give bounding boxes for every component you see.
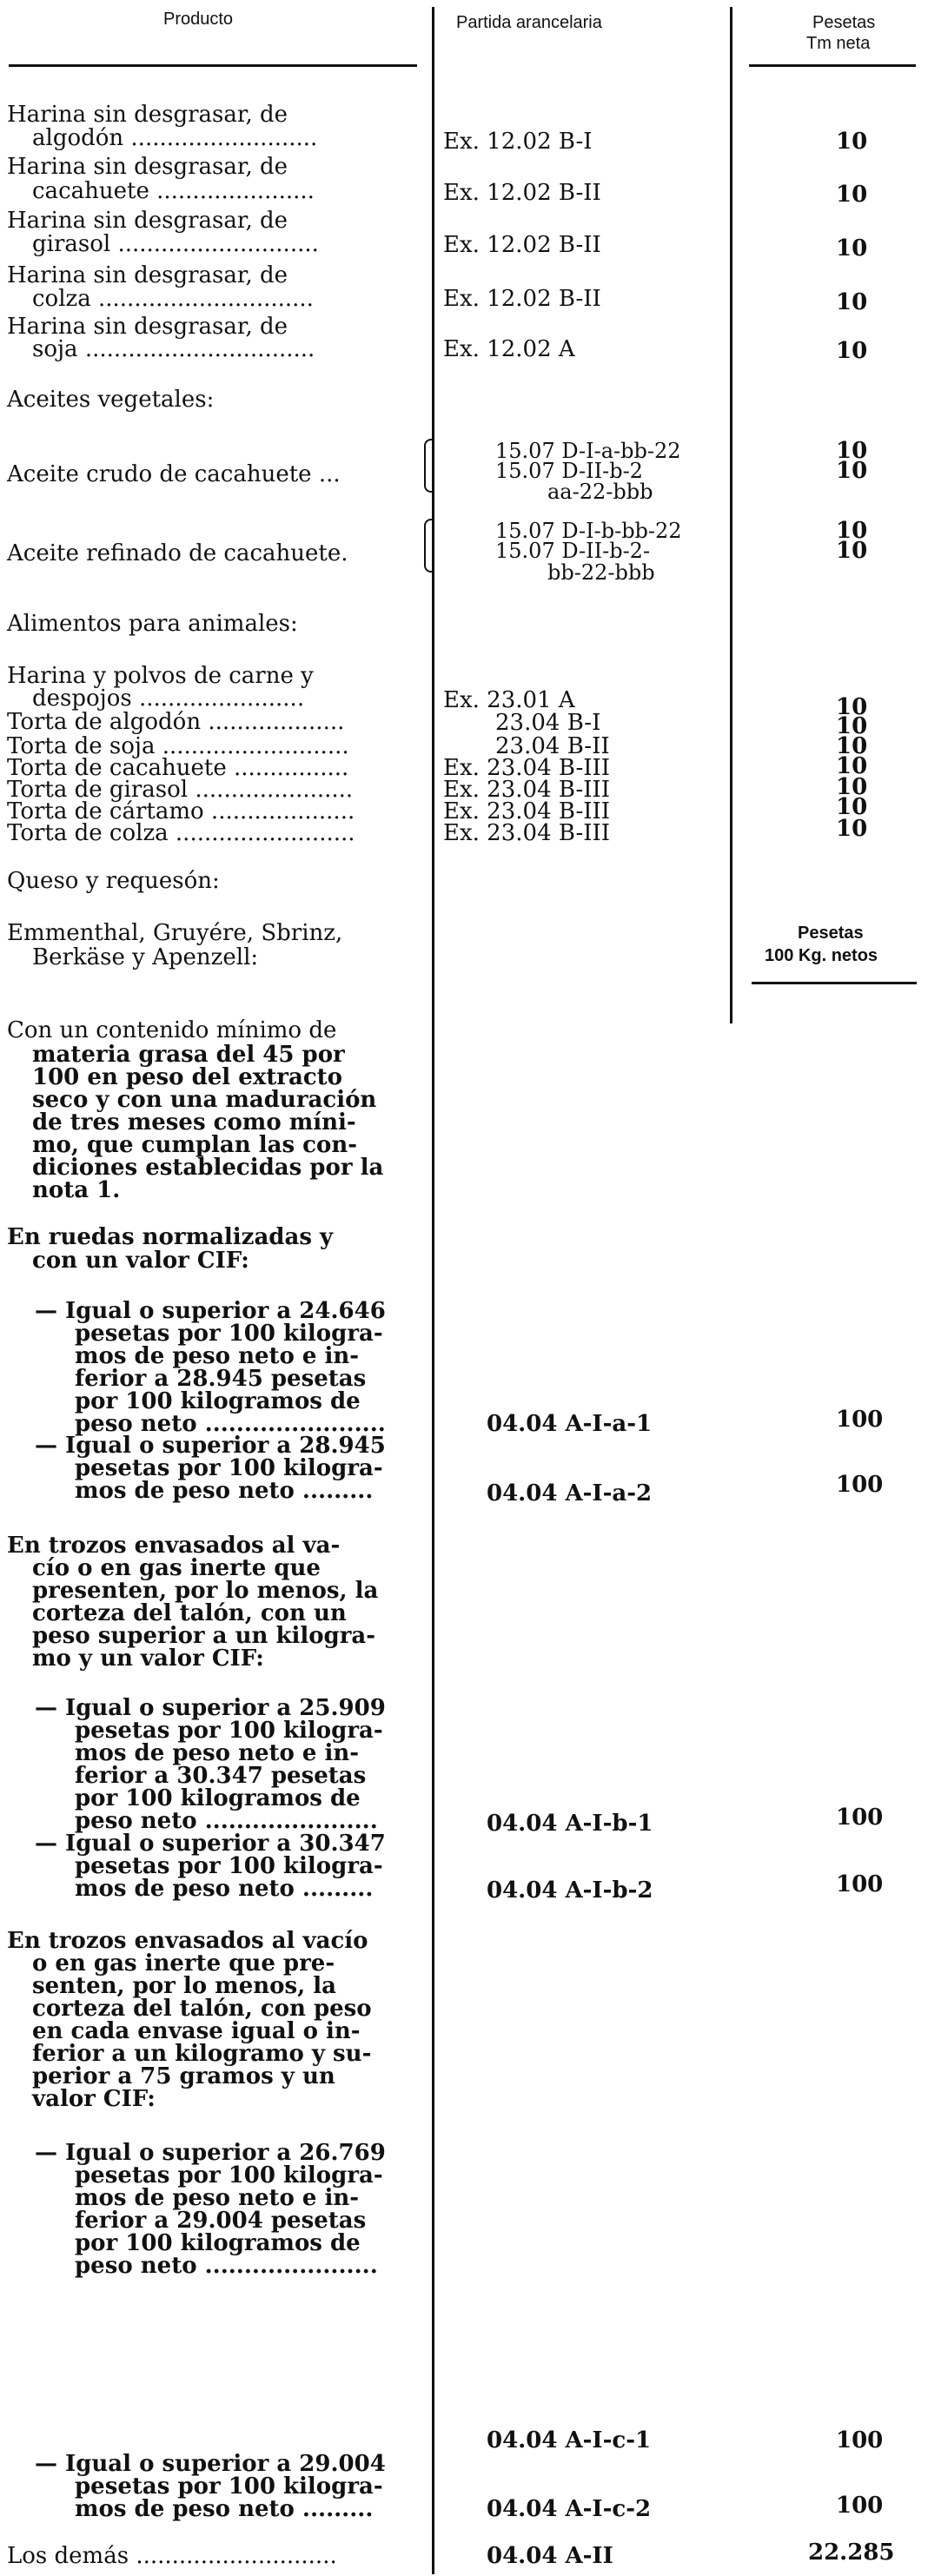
text-line: peso superior a un kilogra- (32, 1623, 376, 1649)
text-line: mo y un valor CIF: (32, 1646, 264, 1672)
text-line: En ruedas normalizadas y (7, 1224, 334, 1250)
text-line: pesetas por 100 kilogra- (75, 2162, 383, 2189)
text-line: en cada envase igual o in- (32, 2018, 361, 2044)
value: 10 (836, 816, 868, 842)
text-line: mos de peso neto e in- (75, 1343, 360, 1369)
text-line: Harina sin desgrasar, de (7, 102, 288, 128)
text-line: Torta de girasol ...................... (7, 777, 354, 803)
text-line: con un valor CIF: (32, 1248, 249, 1274)
tariff-code: 15.07 D-I-b-bb-22 (495, 519, 682, 543)
tariff-code-cont: aa-22-bbb (547, 480, 653, 504)
text-line: algodón .......................... (32, 125, 318, 151)
value: 10 (836, 518, 868, 544)
text-line: de tres meses como míni- (32, 1109, 356, 1136)
value: 22.285 (808, 2540, 895, 2566)
tariff-code: Ex. 12.02 A (443, 336, 575, 362)
col-header-pesetas: Pesetas (812, 13, 876, 32)
value: 10 (836, 182, 868, 208)
text-line: En trozos envasados al va- (7, 1533, 341, 1559)
value: 100 (836, 2427, 884, 2453)
value: 10 (836, 694, 868, 720)
text-line: — Igual o superior a 25.909 (35, 1695, 386, 1721)
value: 100 (836, 1472, 884, 1498)
text-line: mos de peso neto ......... (75, 1478, 374, 1504)
text-line: Torta de soja .......................... (7, 733, 349, 759)
tariff-code: 15.07 D-I-a-bb-22 (495, 439, 681, 463)
tariff-code-cont: bb-22-bbb (547, 560, 655, 585)
value: 100 (836, 1871, 884, 1897)
tariff-code: Ex. 12.02 B-II (443, 180, 601, 206)
col-header-producto: Producto (163, 10, 234, 29)
tariff-code: Ex. 23.04 B-III (443, 798, 611, 824)
text-line: peso neto ...................... (75, 2253, 378, 2279)
text-line: — Igual o superior a 26.769 (35, 2140, 386, 2166)
value: 10 (836, 289, 868, 315)
value: 100 (836, 1805, 884, 1831)
tariff-code: 04.04 A-I-c-1 (487, 2427, 652, 2453)
tariff-code: Ex. 12.02 B-II (443, 232, 601, 258)
value: 100 (836, 1407, 884, 1433)
text-line: ferior a 28.945 pesetas (75, 1366, 367, 1392)
value: 10 (836, 458, 868, 484)
col-header-partida: Partida arancelaria (456, 13, 602, 32)
text-line: presenten, por lo menos, la (32, 1578, 379, 1604)
text-line: Con un contenido mínimo de (7, 1017, 337, 1043)
column-divider-left (432, 7, 434, 2574)
text-line: Harina sin desgrasar, de (7, 314, 288, 340)
tariff-code: 04.04 A-I-c-2 (487, 2496, 652, 2522)
text-line: Aceite crudo de cacahuete ... (7, 461, 341, 487)
tariff-code: 23.04 B-II (495, 733, 610, 759)
text-line: ferior a 30.347 pesetas (75, 1763, 367, 1789)
unit-header-kg: 100 Kg. netos (765, 946, 878, 965)
value: 10 (836, 733, 868, 759)
text-line: materia grasa del 45 por (32, 1042, 345, 1068)
text-line: pesetas por 100 kilogra- (75, 1455, 383, 1481)
text-line: cacahuete ...................... (32, 178, 315, 204)
text-line: ferior a 29.004 pesetas (75, 2208, 367, 2234)
tariff-code: 15.07 D-II-b-2 (495, 459, 643, 483)
text-line: despojos ....................... (32, 685, 305, 712)
value: 10 (836, 753, 868, 779)
text-line: ferior a un kilogramo y su- (32, 2041, 372, 2067)
value: 10 (836, 774, 868, 800)
text-line: pesetas por 100 kilogra- (75, 1853, 383, 1879)
tariff-code: 04.04 A-II (487, 2543, 613, 2569)
tariff-code: Ex. 23.04 B-III (443, 755, 611, 781)
text-line: perior a 75 gramos y un (32, 2063, 335, 2089)
value: 10 (836, 794, 868, 820)
text-line: Harina sin desgrasar, de (7, 208, 288, 234)
text-line: — Igual o superior a 29.004 (35, 2451, 386, 2477)
tariff-code: Ex. 23.04 B-III (443, 820, 611, 846)
brace (424, 439, 433, 493)
text-line: pesetas por 100 kilogra- (75, 1321, 383, 1347)
text-line: pesetas por 100 kilogra- (75, 2473, 383, 2500)
text-line: mos de peso neto ......... (75, 2496, 374, 2522)
text-line: Torta de algodón ................... (7, 709, 345, 735)
tariff-code: 04.04 A-I-a-2 (487, 1480, 653, 1507)
text-line: Harina y polvos de carne y (7, 663, 314, 689)
text-line: — Igual o superior a 28.945 (35, 1433, 386, 1459)
tariff-code: Ex. 23.01 A (443, 687, 575, 713)
text-line: corteza del talón, con un (32, 1600, 347, 1626)
tariff-code: 04.04 A-I-b-2 (487, 1877, 653, 1904)
col-header-unit: Tm neta (806, 34, 871, 53)
tariff-code: 23.04 B-I (495, 710, 601, 736)
column-divider-right (730, 7, 732, 1023)
text-line: Harina sin desgrasar, de (7, 154, 288, 180)
text-line: 100 en peso del extracto (32, 1064, 343, 1090)
text-line: por 100 kilogramos de (75, 2230, 361, 2256)
text-line: Torta de cártamo .................... (7, 798, 355, 824)
text-line: cío o en gas inerte que (32, 1555, 321, 1581)
text-line: Torta de cacahuete ................ (7, 755, 349, 781)
text-line: corteza del talón, con peso (32, 1996, 372, 2022)
text-line: seco y con una maduración (32, 1087, 377, 1113)
section-heading: Alimentos para animales: (7, 611, 298, 637)
text-line: senten, por lo menos, la (32, 1973, 336, 1999)
tariff-code: Ex. 23.04 B-III (443, 777, 611, 803)
tariff-code: 04.04 A-I-b-1 (487, 1811, 653, 1837)
text-line: Los demás ............................ (7, 2543, 337, 2569)
text-line: colza .............................. (32, 286, 314, 312)
text-line: peso neto ....................... (75, 1411, 386, 1437)
text-line: — Igual o superior a 30.347 (35, 1831, 386, 1857)
value: 100 (836, 2493, 884, 2519)
tariff-code: Ex. 12.02 B-I (443, 129, 593, 155)
text-line: peso neto ...................... (75, 1808, 378, 1834)
text-line: valor CIF: (32, 2086, 156, 2112)
value: 10 (836, 129, 868, 155)
text-line: En trozos envasados al vacío (7, 1928, 368, 1954)
text-line: girasol ............................ (32, 231, 319, 257)
text-line: mo, que cumplan las con- (32, 1132, 358, 1158)
text-line: Aceite refinado de cacahuete. (7, 540, 348, 566)
text-line: Emmenthal, Gruyére, Sbrinz, (7, 920, 343, 946)
text-line: soja ................................ (32, 336, 315, 362)
text-line: — Igual o superior a 24.646 (35, 1298, 386, 1324)
value: 10 (836, 338, 868, 364)
tariff-code: 15.07 D-II-b-2- (495, 539, 651, 563)
unit-header-pesetas: Pesetas (798, 924, 864, 943)
tariff-code: Ex. 12.02 B-II (443, 286, 601, 312)
text-line: nota 1. (32, 1177, 121, 1203)
section-heading: Aceites vegetales: (7, 387, 215, 413)
text-line: o en gas inerte que pre- (32, 1950, 335, 1977)
text-line: Torta de colza ......................... (7, 820, 355, 846)
value: 10 (836, 713, 868, 739)
brace (424, 519, 433, 573)
text-line: por 100 kilogramos de (75, 1388, 361, 1414)
text-line: por 100 kilogramos de (75, 1785, 361, 1811)
text-line: diciones establecidas por la (32, 1155, 384, 1181)
unit-rule (752, 982, 917, 984)
header-rule-right (749, 64, 916, 67)
value: 10 (836, 538, 868, 564)
text-line: mos de peso neto ......... (75, 1876, 374, 1902)
tariff-code: 04.04 A-I-a-1 (487, 1411, 653, 1437)
text-line: mos de peso neto e in- (75, 2185, 360, 2211)
text-line: Berkäse y Apenzell: (32, 944, 259, 970)
value: 10 (836, 438, 868, 464)
section-heading: Queso y requesón: (7, 868, 220, 894)
value: 10 (836, 235, 868, 262)
header-rule-left (9, 64, 417, 67)
text-line: Harina sin desgrasar, de (7, 262, 288, 288)
text-line: pesetas por 100 kilogra- (75, 1718, 383, 1744)
text-line: mos de peso neto e in- (75, 1740, 360, 1766)
